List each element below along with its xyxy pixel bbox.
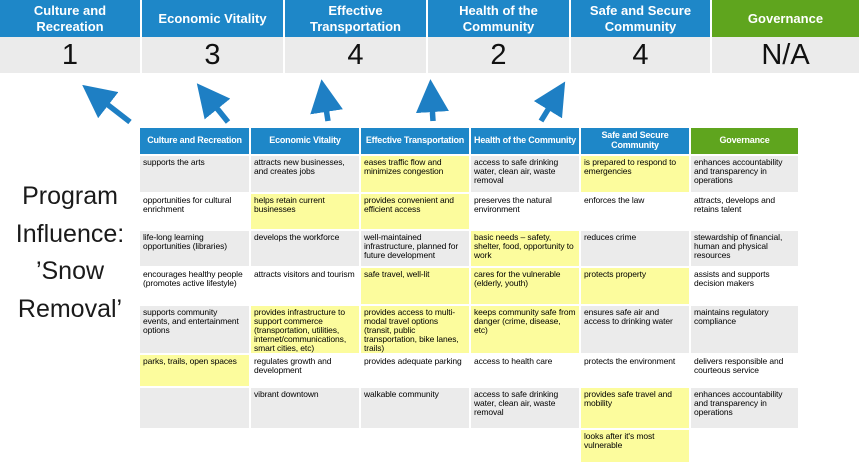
matrix-cell-r2-c5: enforces the law (581, 194, 689, 229)
summary-scores (0, 37, 859, 73)
matrix-cell-r5-c5: ensures safe air and access to drinking water (581, 306, 689, 353)
matrix-cell-r6-c3: provides adequate parking (361, 355, 469, 386)
matrix-cell-r2-c1: opportunities for cultural enrichment (140, 194, 249, 229)
banner-category-health-of-the-community: Health of the Community (428, 0, 569, 37)
matrix-cell-r1-c3: eases traffic flow and minimizes congestion (361, 156, 469, 192)
matrix-cell-r3-c4: basic needs – safety, shelter, food, opportunity to work (471, 231, 579, 266)
matrix-cell-r1-c5: is prepared to respond to emergencies (581, 156, 689, 192)
score-effective-transportation: 4 (285, 37, 426, 73)
matrix-cell-r2-c4: preserves the natural environment (471, 194, 579, 229)
matrix-cell-r6-c1: parks, trails, open spaces (140, 355, 249, 386)
influence-arrow-2 (203, 91, 228, 122)
banner-category-governance: Governance (712, 0, 859, 37)
matrix-header-effective-transportation: Effective Transportation (361, 128, 469, 154)
matrix-cell-r5-c4: keeps community safe from danger (crime, disease, etc) (471, 306, 579, 353)
score-health-of-the-community: 2 (428, 37, 569, 73)
matrix-cell-r7-c5: provides safe travel and mobility (581, 388, 689, 428)
matrix-cell-r7-c2: vibrant downtown (251, 388, 359, 428)
matrix-header-health-of-the-community: Health of the Community (471, 128, 579, 154)
matrix-cell-r8-c3 (361, 430, 469, 462)
matrix-cell-r4-c4: cares for the vulnerable (elderly, youth) (471, 268, 579, 304)
matrix-cell-r4-c3: safe travel, well-lit (361, 268, 469, 304)
matrix-header-economic-vitality: Economic Vitality (251, 128, 359, 154)
matrix-cell-r2-c3: provides convenient and efficient access (361, 194, 469, 229)
matrix-cell-r1-c4: access to safe drinking water, clean air, waste removal (471, 156, 579, 192)
matrix-cell-r7-c1 (140, 388, 249, 428)
matrix-cell-r6-c2: regulates growth and development (251, 355, 359, 386)
matrix-cell-r3-c2: develops the workforce (251, 231, 359, 266)
influence-arrows (0, 78, 700, 133)
influence-arrow-1 (90, 91, 130, 122)
matrix-cell-r4-c6: assists and supports decision makers (691, 268, 798, 304)
summary-banner (0, 0, 859, 37)
score-safe-and-secure-community: 4 (571, 37, 710, 73)
matrix-cell-r5-c1: supports community events, and entertainment options (140, 306, 249, 353)
score-economic-vitality: 3 (142, 37, 283, 73)
banner-category-economic-vitality: Economic Vitality (142, 0, 283, 37)
matrix-cell-r5-c2: provides infrastructure to support commerce (transportation, utilities, internet/communications, smart cities, etc) (251, 306, 359, 353)
influence-matrix (140, 128, 798, 462)
matrix-cell-r2-c2: helps retain current businesses (251, 194, 359, 229)
score-governance: N/A (712, 37, 859, 73)
matrix-cell-r1-c6: enhances accountability and transparency in operations (691, 156, 798, 192)
matrix-header-safe-and-secure-community: Safe and Secure Community (581, 128, 689, 154)
matrix-cell-r7-c6: enhances accountability and transparency in operations (691, 388, 798, 428)
influence-arrow-5 (541, 90, 560, 121)
matrix-cell-r8-c5: looks after it's most vulnerable (581, 430, 689, 462)
matrix-cell-r6-c6: delivers responsible and courteous service (691, 355, 798, 386)
matrix-cell-r1-c1: supports the arts (140, 156, 249, 192)
matrix-cell-r7-c4: access to safe drinking water, clean air, waste removal (471, 388, 579, 428)
matrix-cell-r5-c3: provides access to multi-modal travel options (transit, public transportation, bike lanes, trails) (361, 306, 469, 353)
matrix-header-governance: Governance (691, 128, 798, 154)
matrix-cell-r3-c6: stewardship of financial, human and physical resources (691, 231, 798, 266)
matrix-cell-r8-c2 (251, 430, 359, 462)
influence-arrow-4 (431, 89, 433, 121)
matrix-header-culture-and-recreation: Culture and Recreation (140, 128, 249, 154)
matrix-cell-r8-c1 (140, 430, 249, 462)
matrix-cell-r7-c3: walkable community (361, 388, 469, 428)
matrix-cell-r6-c4: access to health care (471, 355, 579, 386)
matrix-cell-r6-c5: protects the environment (581, 355, 689, 386)
banner-category-effective-transportation: Effective Transportation (285, 0, 426, 37)
program-influence-label: Program Influence: ’Snow Removal’ (15, 182, 125, 323)
banner-category-safe-and-secure-community: Safe and Secure Community (571, 0, 710, 37)
matrix-cell-r2-c6: attracts, develops and retains talent (691, 194, 798, 229)
matrix-cell-r1-c2: attracts new businesses, and creates jobs (251, 156, 359, 192)
matrix-cell-r8-c4 (471, 430, 579, 462)
matrix-cell-r4-c1: encourages healthy people (promotes active lifestyle) (140, 268, 249, 304)
matrix-cell-r3-c1: life-long learning opportunities (libraries) (140, 231, 249, 266)
matrix-cell-r8-c6 (691, 430, 798, 462)
score-culture-and-recreation: 1 (0, 37, 140, 73)
matrix-cell-r3-c3: well-maintained infrastructure, planned for future development (361, 231, 469, 266)
matrix-cell-r5-c6: maintains regulatory compliance (691, 306, 798, 353)
matrix-cell-r4-c2: attracts visitors and tourism (251, 268, 359, 304)
matrix-cell-r4-c5: protects property (581, 268, 689, 304)
matrix-cell-r3-c5: reduces crime (581, 231, 689, 266)
influence-arrow-3 (323, 89, 328, 121)
banner-category-culture-and-recreation: Culture and Recreation (0, 0, 140, 37)
